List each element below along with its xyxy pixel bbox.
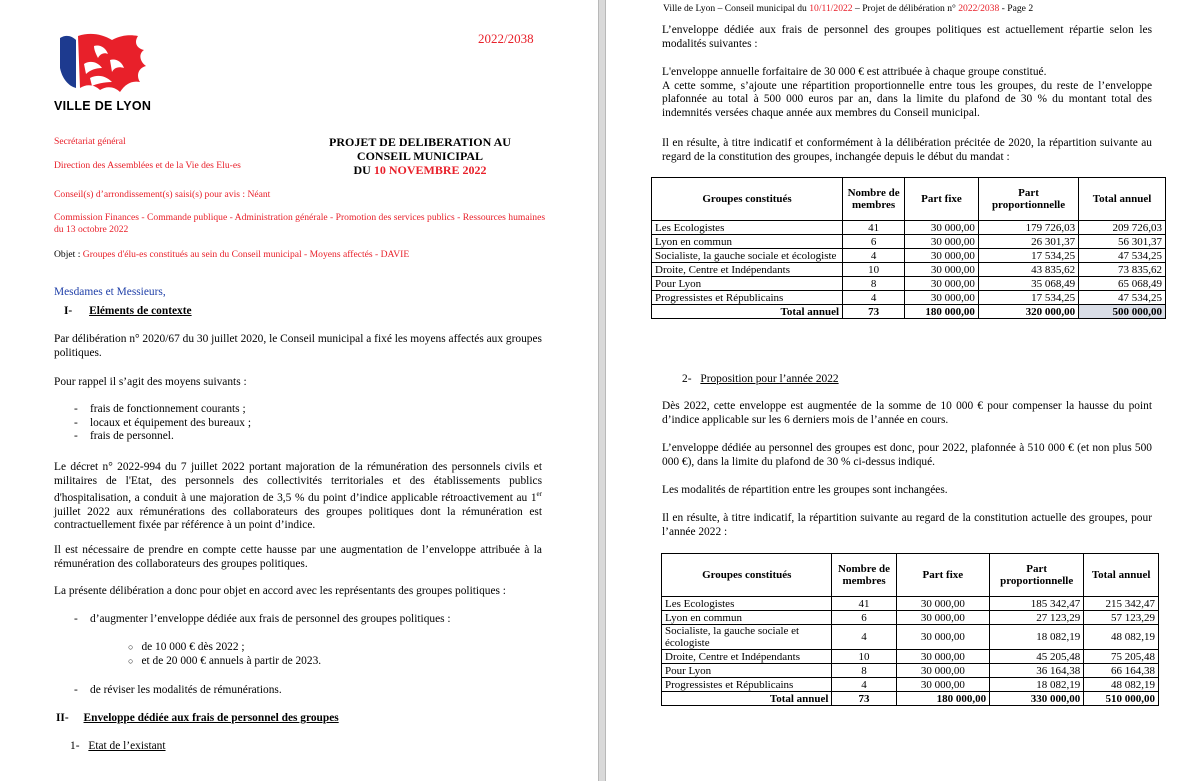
cell-membres: 10 [832,650,896,664]
section-2-heading [56,712,339,726]
objectives-list-a [72,613,542,627]
cell-groupe: Droite, Centre et Indépendants [662,650,832,664]
col-part-proportionnelle: Part proportionnelle [990,554,1084,597]
cell-part-fixe: 30 000,00 [905,249,979,263]
title-line-2: CONSEIL MUNICIPAL [356,149,484,163]
cell-total-annuel: 500 000,00 [1079,305,1166,319]
cell-total-part-proportionnelle: 320 000,00 [978,305,1078,319]
cell-total: 215 342,47 [1084,597,1159,611]
table-body [652,221,1166,319]
forfait-line: L'enveloppe annuelle forfaitaire de 30 000 € est attribuée à chaque groupe constitué. [662,66,1047,78]
circle-bullet-icon: ○ [128,642,134,652]
cell-groupe: Pour Lyon [652,277,843,291]
cell-part-proportionnelle: 17 534,25 [978,291,1078,305]
cell-membres: 41 [832,597,896,611]
table-row [662,650,1159,664]
repartition-text: A cette somme, s’ajoute une répartition proportionnelle entre tous les groupes, du reste de l’enveloppe plafonnée au total à 500 000 euros par an, dans la limite du plafond de 30 % du montant total des indemnités versées chaque année aux membres du Conseil municipal. [662,79,1152,119]
moyens-list [72,403,251,444]
ville-de-lyon-logo [54,30,154,113]
col-part-fixe: Part fixe [905,178,979,221]
cell-part-proportionnelle: 36 164,38 [990,664,1084,678]
title-prefix: DU [353,163,371,177]
cell-part-fixe: 30 000,00 [896,597,990,611]
direction-label: Direction des Assemblées et de la Vie des Elu-es [54,160,241,171]
decret-text-b: juillet 2022 aux rémunérations des collaborateurs des groupes politiques dont la rémunération est contractuellement fixée par référence à un point d’indice. [54,505,542,532]
objectives-list-b [72,684,282,698]
table-repartition-2022 [661,553,1159,706]
objet-label: Objet : [54,249,83,260]
cell-total-label: Total annuel [662,692,832,706]
cell-part-fixe: 30 000,00 [905,277,979,291]
subsection-1-heading [70,740,166,754]
subsection-1-title: Etat de l’existant [88,740,166,752]
commission-label: Commission Finances - Commande publique - Administration générale - Promotion des services publics - Ressources humaines du 13 octobre 2022 [54,212,546,235]
cell-part-fixe: 30 000,00 [905,263,979,277]
table-row [662,678,1159,692]
table-header-row [652,178,1166,221]
cell-part-proportionnelle: 185 342,47 [990,597,1084,611]
cell-groupe: Socialiste, la gauche sociale et écologiste [652,249,843,263]
list-item: - frais de fonctionnement courants ; [72,403,251,417]
section-2-title: Enveloppe dédiée aux frais de personnel des groupes [83,712,339,724]
cell-membres: 41 [843,221,905,235]
running-header-number: 2022/2038 [958,3,1000,14]
col-groupes: Groupes constitués [652,178,843,221]
cell-groupe: Lyon en commun [662,611,832,625]
cell-membres: 6 [832,611,896,625]
cell-part-proportionnelle: 18 082,19 [990,678,1084,692]
table-row [652,277,1166,291]
paragraph-augmentation: Dès 2022, cette enveloppe est augmentée de la somme de 10 000 € pour compenser la hausse du point d’indice applicable sur les 6 derniers mois de l’année en cours. [662,400,1152,426]
subsection-1-number: 1- [70,740,80,752]
paragraph-resultat-2020: Il en résulte, à titre indicatif et conformément à la délibération précitée de 2020, la répartition suivante au regard de la constitution des groupes, inchangée depuis le début du mandat : [662,137,1152,163]
cell-total: 75 205,48 [1084,650,1159,664]
running-header-page: - Page 2 [999,3,1034,14]
cell-total-part-proportionnelle: 330 000,00 [990,692,1084,706]
cell-membres: 4 [832,678,896,692]
subsection-2-heading [682,373,839,387]
running-header [663,3,1033,14]
cell-total-label: Total annuel [652,305,843,319]
list-item: - locaux et équipement des bureaux ; [72,417,251,431]
subsection-2-number: 2- [682,373,692,385]
arrondissement-label: Conseil(s) d’arrondissement(s) saisi(s) pour avis : Néant [54,189,271,200]
cell-groupe: Droite, Centre et Indépendants [652,263,843,277]
cell-part-fixe: 30 000,00 [896,678,990,692]
cell-membres: 4 [832,625,896,650]
document-page-2 [606,0,1200,781]
cell-total-membres: 73 [843,305,905,319]
cell-groupe: Les Ecologistes [652,221,843,235]
paragraph-plafond: L’enveloppe dédiée au personnel des groupes est donc, pour 2022, plafonnée à 510 000 € (et non plus 500 000 €), dans la limite du plafond de 30 % ci-dessus indiqué. [662,442,1152,468]
secretariat-label: Secrétariat général [54,136,126,147]
list-item: - de réviser les modalités de rémunérations. [72,684,282,698]
cell-membres: 6 [843,235,905,249]
cell-total-annuel: 510 000,00 [1084,692,1159,706]
paragraph-enveloppe-forfaitaire [662,66,1152,120]
sub-bullets [128,641,321,668]
table-row [662,597,1159,611]
cell-part-proportionnelle: 179 726,03 [978,221,1078,235]
cell-part-fixe: 30 000,00 [896,664,990,678]
sub-bullet-item [128,641,321,655]
section-1-heading [64,305,192,319]
cell-total-part-fixe: 180 000,00 [896,692,990,706]
cell-part-fixe: 30 000,00 [896,611,990,625]
cell-part-proportionnelle: 35 068,49 [978,277,1078,291]
paragraph-decret [54,461,542,533]
cell-total: 48 082,19 [1084,678,1159,692]
sub-bullet-text: et de 20 000 € annuels à partir de 2023. [141,654,322,667]
salutation: Mesdames et Messieurs, [54,286,166,298]
section-1-number: I- [64,305,73,317]
col-total: Total annuel [1084,554,1159,597]
table-row [652,249,1166,263]
lion-emblem-icon [54,30,150,96]
running-header-text: Ville de Lyon – Conseil municipal du [663,3,810,14]
document-page-1 [0,0,598,781]
objet-line [54,249,554,261]
cell-total-membres: 73 [832,692,896,706]
table-row [662,611,1159,625]
table-repartition-actuelle [651,177,1166,319]
cell-part-fixe: 30 000,00 [896,650,990,664]
decret-superscript: er [536,490,542,499]
table-row [652,221,1166,235]
logo-text: VILLE DE LYON [54,99,152,113]
cell-total: 73 835,62 [1079,263,1166,277]
table-total-row [662,692,1159,706]
cell-part-proportionnelle: 43 835,62 [978,263,1078,277]
cell-groupe: Progressistes et Républicains [652,291,843,305]
running-header-date: 10/11/2022 [809,3,853,14]
col-groupes: Groupes constitués [662,554,832,597]
paragraph-deliberation-2020: Par délibération n° 2020/67 du 30 juillet 2020, le Conseil municipal a fixé les moyens affectés aux groupes politiques. [54,333,542,359]
table-header-row [662,554,1159,597]
cell-groupe: Pour Lyon [662,664,832,678]
cell-total-part-fixe: 180 000,00 [905,305,979,319]
cell-membres: 8 [843,277,905,291]
objet-text: Groupes d'élu-es constitués au sein du Conseil municipal - Moyens affectés - DAVIE [82,249,410,260]
cell-membres: 10 [843,263,905,277]
sub-bullet-item [128,655,321,669]
table-row [652,291,1166,305]
cell-total: 47 534,25 [1079,249,1166,263]
cell-part-fixe: 30 000,00 [905,221,979,235]
cell-part-proportionnelle: 45 205,48 [990,650,1084,664]
paragraph-rappel: Pour rappel il s’agit des moyens suivants : [54,376,247,388]
document-number: 2022/2038 [478,31,534,46]
table-row [662,625,1159,650]
paragraph-objet: La présente délibération a donc pour objet en accord avec les représentants des groupes politiques : [54,585,506,597]
cell-total: 66 164,38 [1084,664,1159,678]
table-body [662,597,1159,706]
table-row [652,263,1166,277]
section-2-number: II- [56,712,69,724]
cell-total: 48 082,19 [1084,625,1159,650]
sub-bullet-text: de 10 000 € dès 2022 ; [141,641,245,653]
circle-bullet-icon: ○ [128,655,134,666]
cell-part-fixe: 30 000,00 [905,291,979,305]
cell-membres: 8 [832,664,896,678]
cell-part-proportionnelle: 27 123,29 [990,611,1084,625]
paragraph-modalites-inchangees: Les modalités de répartition entre les groupes sont inchangées. [662,484,948,496]
cell-groupe: Lyon en commun [652,235,843,249]
col-membres: Nombre de membres [832,554,896,597]
cell-part-proportionnelle: 26 301,37 [978,235,1078,249]
col-part-proportionnelle: Part proportionnelle [978,178,1078,221]
paragraph-modalites: L’enveloppe dédiée aux frais de personnel des groupes politiques est actuellement répartie selon les modalités suivantes : [662,24,1152,50]
table-row [652,235,1166,249]
cell-membres: 4 [843,249,905,263]
paragraph-hausse: Il est nécessaire de prendre en compte cette hausse par une augmentation de l’enveloppe attribuée à la rémunération des collaborateurs des groupes politiques. [54,544,542,570]
list-item: - frais de personnel. [72,430,251,444]
deliberation-title [300,135,540,177]
cell-part-proportionnelle: 17 534,25 [978,249,1078,263]
cell-groupe: Les Ecologistes [662,597,832,611]
table-total-row [652,305,1166,319]
table-row [662,664,1159,678]
col-part-fixe: Part fixe [896,554,990,597]
subsection-2-title: Proposition pour l’année 2022 [700,373,839,385]
cell-total: 209 726,03 [1079,221,1166,235]
cell-part-fixe: 30 000,00 [905,235,979,249]
col-total: Total annuel [1079,178,1166,221]
col-membres: Nombre de membres [843,178,905,221]
cell-groupe: Socialiste, la gauche sociale et écologiste [662,625,832,650]
cell-total: 56 301,37 [1079,235,1166,249]
decret-text-a: Le décret n° 2022-994 du 7 juillet 2022 portant majoration de la rémunération des personnels civils et militaires de l'Etat, des personnels des collectivités territoriales et des établissements publics d'hospitalisation, a conduit à une majoration de 3,5 % du point d’indice applicable rétroactivement au 1 [54,461,542,504]
running-header-text: – Projet de délibération n° [852,3,959,14]
page-divider [598,0,606,781]
cell-total: 57 123,29 [1084,611,1159,625]
cell-groupe: Progressistes et Républicains [662,678,832,692]
list-item: - d’augmenter l’enveloppe dédiée aux frais de personnel des groupes politiques : [72,613,542,627]
cell-part-proportionnelle: 18 082,19 [990,625,1084,650]
section-1-title: Eléments de contexte [89,305,192,317]
title-date: 10 NOVEMBRE 2022 [373,163,487,177]
cell-total: 47 534,25 [1079,291,1166,305]
cell-total: 65 068,49 [1079,277,1166,291]
cell-membres: 4 [843,291,905,305]
title-line-1: PROJET DE DELIBERATION AU [329,135,511,149]
title-line-3 [300,163,540,177]
paragraph-resultat-2022: Il en résulte, à titre indicatif, la répartition suivante au regard de la constitution actuelle des groupes, pour l’année 2022 : [662,512,1152,538]
cell-part-fixe: 30 000,00 [896,625,990,650]
